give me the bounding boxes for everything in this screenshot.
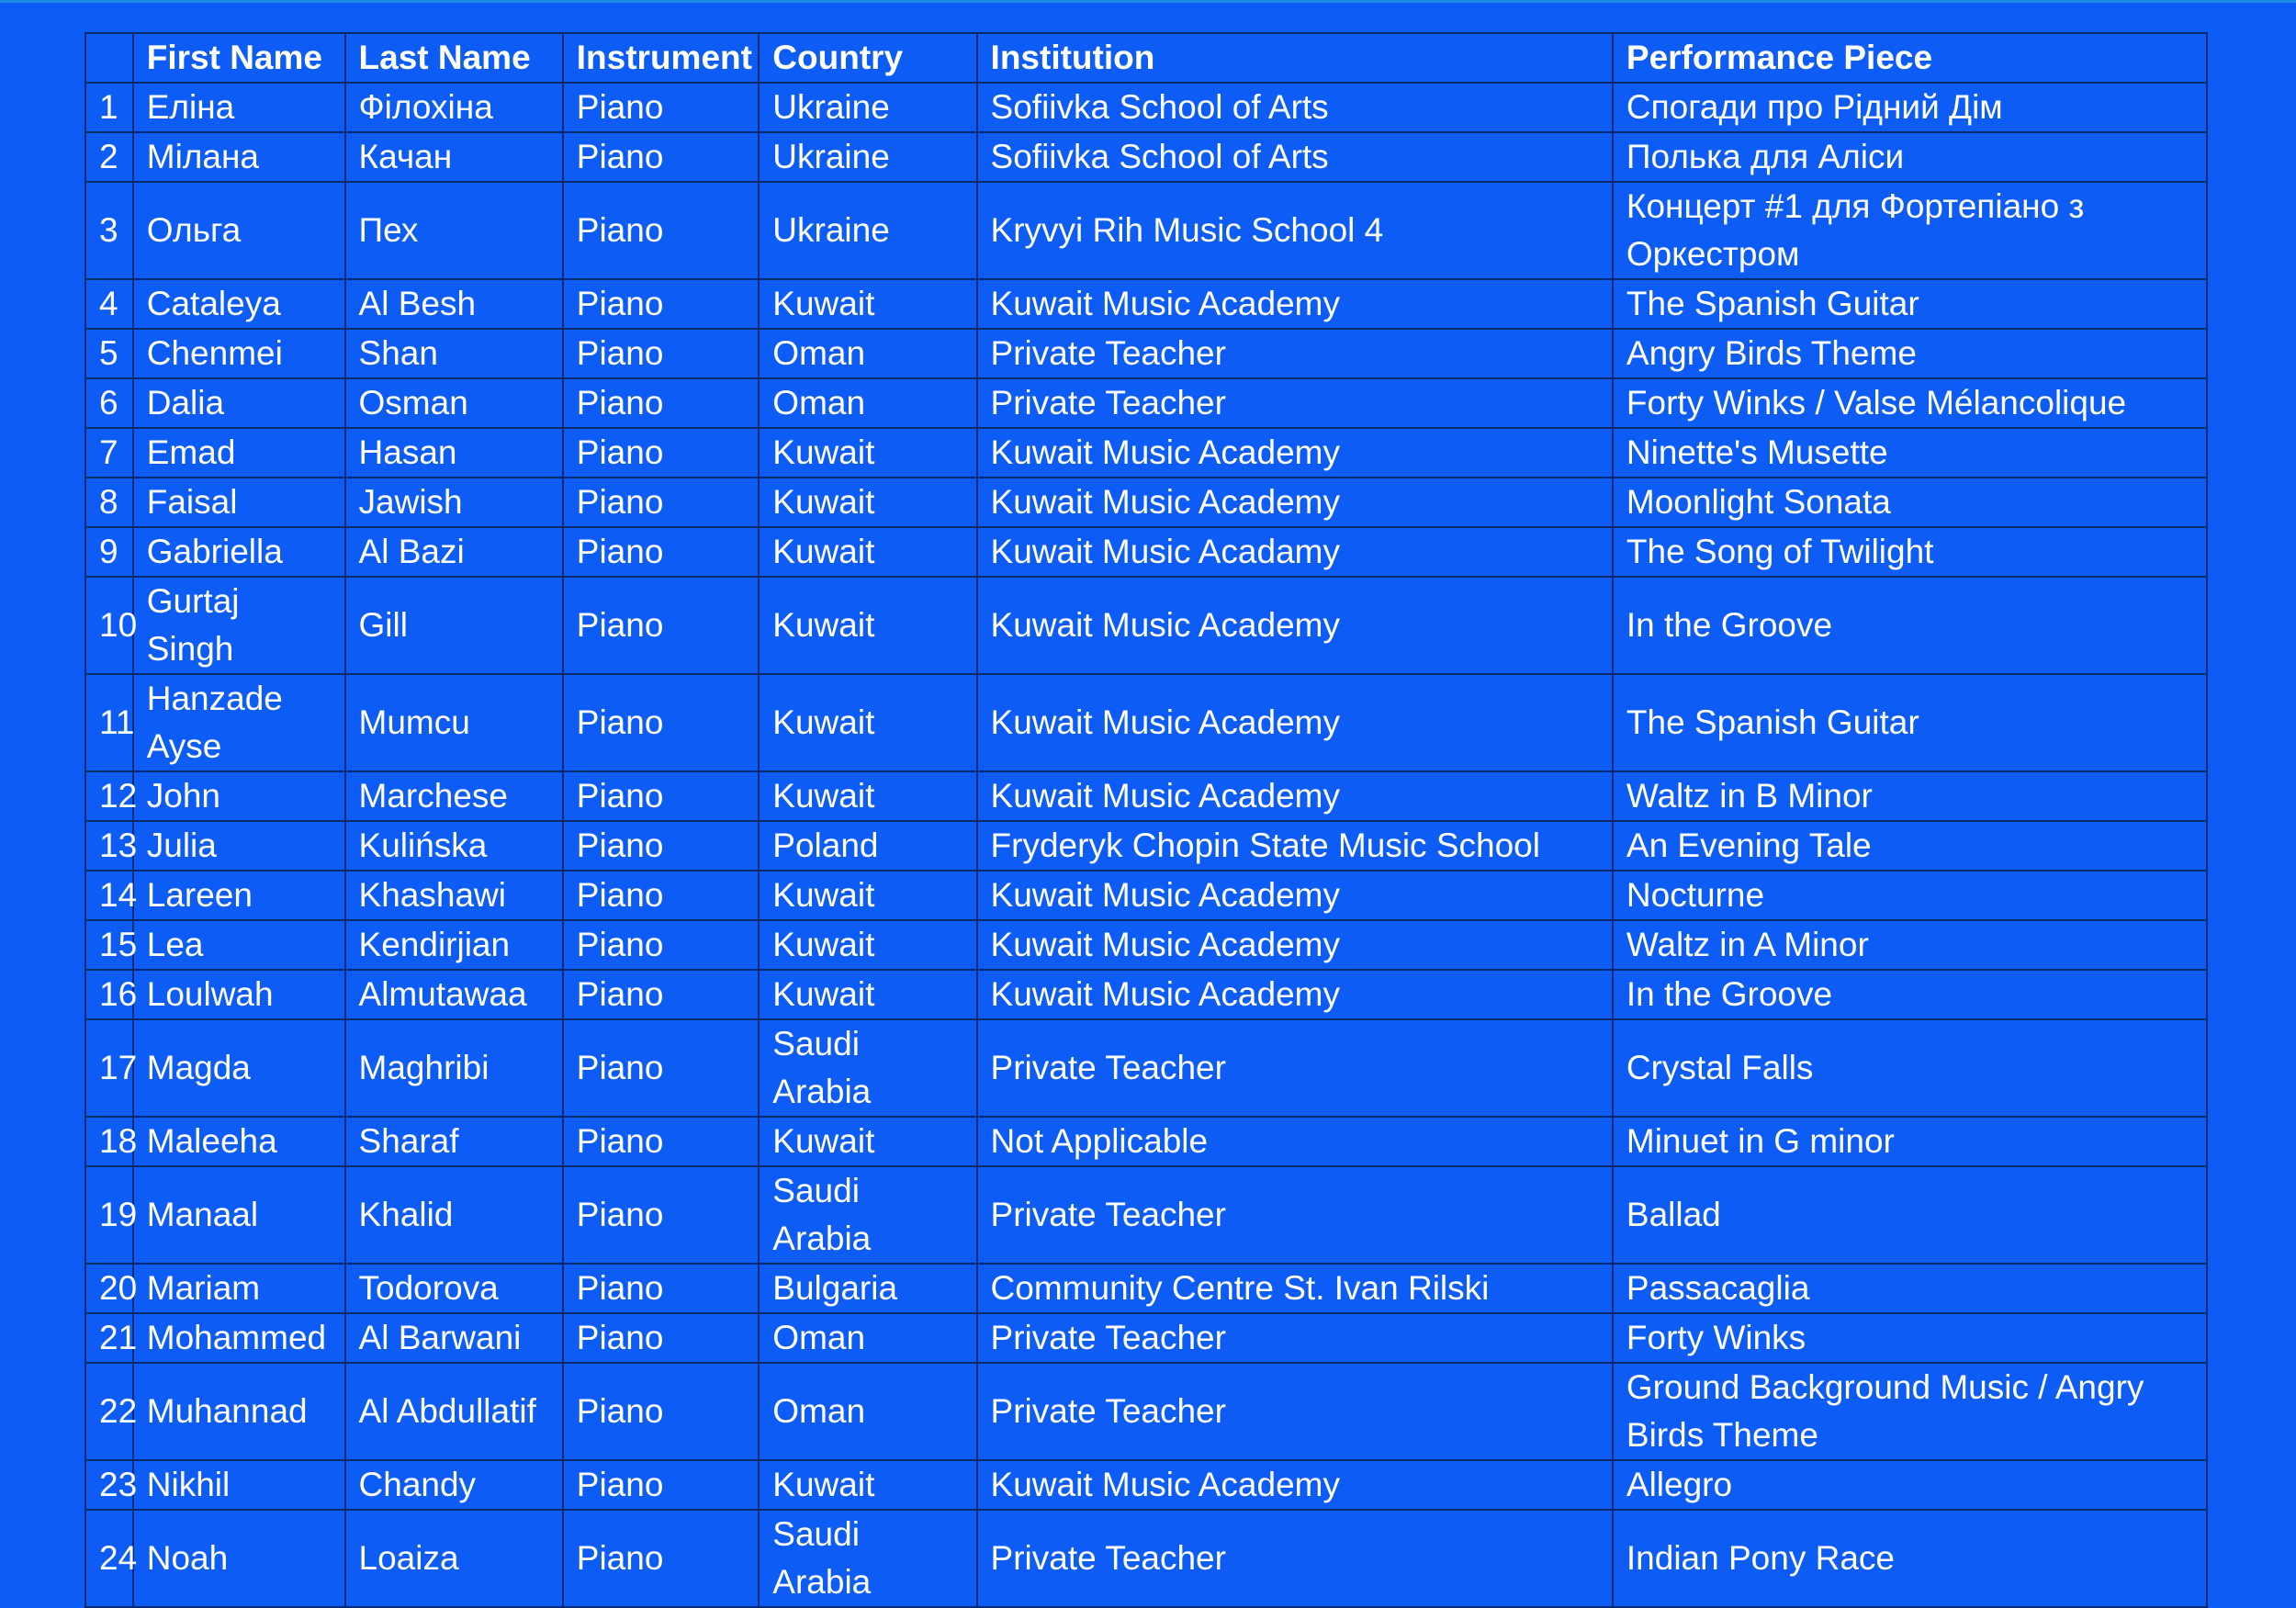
cell-country[interactable]: Kuwait — [759, 577, 976, 674]
cell-first-name[interactable]: Lea — [133, 920, 345, 970]
cell-country[interactable]: Kuwait — [759, 1460, 976, 1510]
cell-institution[interactable]: Private Teacher — [977, 1166, 1613, 1264]
cell-country[interactable]: Oman — [759, 1313, 976, 1363]
table-row — [85, 920, 2207, 970]
cell-number[interactable]: 10 — [85, 577, 133, 674]
cell-country[interactable]: Oman — [759, 329, 976, 378]
cell-institution[interactable]: Kuwait Music Academy — [977, 970, 1613, 1019]
cell-first-name[interactable]: Manaal — [133, 1166, 345, 1264]
cell-last-name[interactable]: Філохіна — [345, 83, 563, 132]
cell-number[interactable]: 20 — [85, 1264, 133, 1313]
table-row — [85, 378, 2207, 428]
cell-performance-piece[interactable]: Ninette's Musette — [1613, 428, 2207, 478]
cell-number[interactable]: 13 — [85, 821, 133, 871]
cell-instrument[interactable]: Piano — [563, 970, 760, 1019]
cell-last-name[interactable]: Al Besh — [345, 279, 563, 329]
cell-country[interactable]: Oman — [759, 1363, 976, 1460]
cell-performance-piece[interactable]: In the Groove — [1613, 577, 2207, 674]
cell-number[interactable]: 9 — [85, 527, 133, 577]
table-row — [85, 1460, 2207, 1510]
cell-first-name[interactable]: Loulwah — [133, 970, 345, 1019]
cell-institution[interactable]: Kuwait Music Acadamy — [977, 527, 1613, 577]
cell-country[interactable]: Poland — [759, 821, 976, 871]
cell-performance-piece[interactable]: Концерт #1 для Фортепіано з Оркестром — [1613, 182, 2207, 279]
cell-first-name[interactable]: Mariam — [133, 1264, 345, 1313]
header-cell-institution[interactable]: Institution — [977, 33, 1613, 83]
cell-performance-piece[interactable]: Waltz in B Minor — [1613, 771, 2207, 821]
cell-number[interactable]: 14 — [85, 871, 133, 920]
cell-instrument[interactable]: Piano — [563, 83, 760, 132]
cell-performance-piece[interactable]: The Spanish Guitar — [1613, 279, 2207, 329]
cell-country[interactable]: Kuwait — [759, 478, 976, 527]
cell-institution[interactable]: Kuwait Music Academy — [977, 1460, 1613, 1510]
cell-institution[interactable]: Kuwait Music Academy — [977, 577, 1613, 674]
cell-instrument[interactable]: Piano — [563, 1313, 760, 1363]
cell-institution[interactable]: Kuwait Music Academy — [977, 771, 1613, 821]
cell-country[interactable]: Kuwait — [759, 527, 976, 577]
cell-instrument[interactable]: Piano — [563, 1166, 760, 1264]
table-row — [85, 182, 2207, 279]
cell-last-name[interactable]: Todorova — [345, 1264, 563, 1313]
cell-performance-piece[interactable]: Indian Pony Race — [1613, 1510, 2207, 1607]
cell-institution[interactable]: Community Centre St. Ivan Rilski — [977, 1264, 1613, 1313]
cell-instrument[interactable]: Piano — [563, 821, 760, 871]
cell-instrument[interactable]: Piano — [563, 771, 760, 821]
cell-last-name[interactable]: Пех — [345, 182, 563, 279]
cell-performance-piece[interactable]: Crystal Falls — [1613, 1019, 2207, 1117]
cell-first-name[interactable]: John — [133, 771, 345, 821]
table-row — [85, 1363, 2207, 1460]
cell-performance-piece[interactable]: An Evening Tale — [1613, 821, 2207, 871]
table-row — [85, 1019, 2207, 1117]
cell-institution[interactable]: Private Teacher — [977, 1313, 1613, 1363]
table-row — [85, 674, 2207, 771]
cell-last-name[interactable]: Osman — [345, 378, 563, 428]
cell-first-name[interactable]: Emad — [133, 428, 345, 478]
cell-last-name[interactable]: Almutawaa — [345, 970, 563, 1019]
cell-number[interactable]: 22 — [85, 1363, 133, 1460]
cell-first-name[interactable]: Nikhil — [133, 1460, 345, 1510]
cell-performance-piece[interactable]: Forty Winks / Valse Mélancolique — [1613, 378, 2207, 428]
cell-performance-piece[interactable]: The Song of Twilight — [1613, 527, 2207, 577]
table-row — [85, 970, 2207, 1019]
cell-performance-piece[interactable]: Forty Winks — [1613, 1313, 2207, 1363]
cell-instrument[interactable]: Piano — [563, 378, 760, 428]
cell-performance-piece[interactable]: Спогади про Рідний Дім — [1613, 83, 2207, 132]
table-row — [85, 1166, 2207, 1264]
cell-instrument[interactable]: Piano — [563, 279, 760, 329]
cell-performance-piece[interactable]: Полька для Аліси — [1613, 132, 2207, 182]
cell-country[interactable]: Ukraine — [759, 132, 976, 182]
cell-first-name[interactable]: Muhannad — [133, 1363, 345, 1460]
table-row — [85, 577, 2207, 674]
cell-institution[interactable]: Private Teacher — [977, 1019, 1613, 1117]
table-row — [85, 478, 2207, 527]
cell-country[interactable]: Kuwait — [759, 279, 976, 329]
table-row — [85, 1264, 2207, 1313]
table-row — [85, 1117, 2207, 1166]
cell-institution[interactable]: Fryderyk Chopin State Music School — [977, 821, 1613, 871]
cell-country[interactable]: Bulgaria — [759, 1264, 976, 1313]
table-row — [85, 428, 2207, 478]
cell-last-name[interactable]: Jawish — [345, 478, 563, 527]
cell-country[interactable]: Ukraine — [759, 182, 976, 279]
cell-country[interactable]: Saudi Arabia — [759, 1510, 976, 1607]
cell-instrument[interactable]: Piano — [563, 674, 760, 771]
cell-number[interactable]: 16 — [85, 970, 133, 1019]
table-row — [85, 771, 2207, 821]
cell-country[interactable]: Ukraine — [759, 83, 976, 132]
cell-performance-piece[interactable]: Nocturne — [1613, 871, 2207, 920]
table-header-row — [85, 33, 2207, 83]
cell-instrument[interactable]: Piano — [563, 329, 760, 378]
cell-institution[interactable]: Private Teacher — [977, 378, 1613, 428]
cell-first-name[interactable]: Lareen — [133, 871, 345, 920]
cell-last-name[interactable]: Kulińska — [345, 821, 563, 871]
cell-last-name[interactable]: Al Abdullatif — [345, 1363, 563, 1460]
cell-last-name[interactable]: Hasan — [345, 428, 563, 478]
table-row — [85, 871, 2207, 920]
cell-first-name[interactable]: Chenmei — [133, 329, 345, 378]
cell-first-name[interactable]: Hanzade Ayse — [133, 674, 345, 771]
cell-institution[interactable]: Kuwait Music Academy — [977, 279, 1613, 329]
cell-number[interactable]: 18 — [85, 1117, 133, 1166]
cell-country[interactable]: Saudi Arabia — [759, 1166, 976, 1264]
cell-number[interactable]: 2 — [85, 132, 133, 182]
cell-last-name[interactable]: Khalid — [345, 1166, 563, 1264]
cell-number[interactable]: 24 — [85, 1510, 133, 1607]
cell-institution[interactable]: Private Teacher — [977, 329, 1613, 378]
cell-institution[interactable]: Kryvyi Rih Music School 4 — [977, 182, 1613, 279]
cell-number[interactable]: 1 — [85, 83, 133, 132]
cell-number[interactable]: 15 — [85, 920, 133, 970]
cell-last-name[interactable]: Khashawi — [345, 871, 563, 920]
cell-number[interactable]: 19 — [85, 1166, 133, 1264]
cell-instrument[interactable]: Piano — [563, 1117, 760, 1166]
cell-number[interactable]: 21 — [85, 1313, 133, 1363]
cell-instrument[interactable]: Piano — [563, 577, 760, 674]
cell-last-name[interactable]: Loaiza — [345, 1510, 563, 1607]
cell-first-name[interactable]: Gurtaj Singh — [133, 577, 345, 674]
header-cell-first-name[interactable]: First Name — [133, 33, 345, 83]
cell-last-name[interactable]: Shan — [345, 329, 563, 378]
cell-performance-piece[interactable]: In the Groove — [1613, 970, 2207, 1019]
cell-number[interactable]: 4 — [85, 279, 133, 329]
cell-number[interactable]: 5 — [85, 329, 133, 378]
table-row — [85, 279, 2207, 329]
cell-instrument[interactable]: Piano — [563, 428, 760, 478]
cell-country[interactable]: Kuwait — [759, 771, 976, 821]
cell-institution[interactable]: Kuwait Music Academy — [977, 674, 1613, 771]
table-row — [85, 83, 2207, 132]
table-row — [85, 821, 2207, 871]
header-cell-country[interactable]: Country — [759, 33, 976, 83]
cell-first-name[interactable]: Magda — [133, 1019, 345, 1117]
participants-table — [84, 32, 2208, 1608]
cell-country[interactable]: Kuwait — [759, 871, 976, 920]
table-row — [85, 132, 2207, 182]
cell-country[interactable]: Kuwait — [759, 970, 976, 1019]
cell-instrument[interactable]: Piano — [563, 1460, 760, 1510]
header-cell-instrument[interactable]: Instrument — [563, 33, 760, 83]
cell-number[interactable]: 3 — [85, 182, 133, 279]
cell-country[interactable]: Oman — [759, 378, 976, 428]
cell-last-name[interactable]: Chandy — [345, 1460, 563, 1510]
cell-performance-piece[interactable]: Moonlight Sonata — [1613, 478, 2207, 527]
cell-instrument[interactable]: Piano — [563, 1363, 760, 1460]
cell-performance-piece[interactable]: Ground Background Music / Angry Birds Theme — [1613, 1363, 2207, 1460]
cell-first-name[interactable]: Maleeha — [133, 1117, 345, 1166]
cell-number[interactable]: 6 — [85, 378, 133, 428]
cell-performance-piece[interactable]: Passacaglia — [1613, 1264, 2207, 1313]
cell-instrument[interactable]: Piano — [563, 182, 760, 279]
cell-instrument[interactable]: Piano — [563, 1264, 760, 1313]
cell-instrument[interactable]: Piano — [563, 527, 760, 577]
cell-performance-piece[interactable]: Waltz in A Minor — [1613, 920, 2207, 970]
cell-first-name[interactable]: Faisal — [133, 478, 345, 527]
cell-institution[interactable]: Private Teacher — [977, 1510, 1613, 1607]
cell-instrument[interactable]: Piano — [563, 920, 760, 970]
cell-institution[interactable]: Not Applicable — [977, 1117, 1613, 1166]
cell-last-name[interactable]: Качан — [345, 132, 563, 182]
cell-number[interactable]: 17 — [85, 1019, 133, 1117]
table-row — [85, 329, 2207, 378]
cell-instrument[interactable]: Piano — [563, 132, 760, 182]
cell-last-name[interactable]: Sharaf — [345, 1117, 563, 1166]
cell-performance-piece[interactable]: The Spanish Guitar — [1613, 674, 2207, 771]
header-cell-last-name[interactable]: Last Name — [345, 33, 563, 83]
cell-first-name[interactable]: Gabriella — [133, 527, 345, 577]
cell-last-name[interactable]: Marchese — [345, 771, 563, 821]
cell-institution[interactable]: Kuwait Music Academy — [977, 920, 1613, 970]
cell-performance-piece[interactable]: Allegro — [1613, 1460, 2207, 1510]
cell-country[interactable]: Kuwait — [759, 920, 976, 970]
cell-institution[interactable]: Kuwait Music Academy — [977, 478, 1613, 527]
cell-institution[interactable]: Sofiivka School of Arts — [977, 83, 1613, 132]
table-row — [85, 1313, 2207, 1363]
cell-institution[interactable]: Kuwait Music Academy — [977, 871, 1613, 920]
cell-country[interactable]: Saudi Arabia — [759, 1019, 976, 1117]
cell-last-name[interactable]: Maghribi — [345, 1019, 563, 1117]
cell-last-name[interactable]: Mumcu — [345, 674, 563, 771]
cell-country[interactable]: Kuwait — [759, 1117, 976, 1166]
cell-number[interactable]: 7 — [85, 428, 133, 478]
cell-institution[interactable]: Private Teacher — [977, 1363, 1613, 1460]
cell-number[interactable]: 8 — [85, 478, 133, 527]
cell-number[interactable]: 11 — [85, 674, 133, 771]
cell-last-name[interactable]: Kendirjian — [345, 920, 563, 970]
cell-performance-piece[interactable]: Angry Birds Theme — [1613, 329, 2207, 378]
cell-last-name[interactable]: Al Bazi — [345, 527, 563, 577]
table-row — [85, 527, 2207, 577]
cell-last-name[interactable]: Al Barwani — [345, 1313, 563, 1363]
cell-instrument[interactable]: Piano — [563, 478, 760, 527]
cell-performance-piece[interactable]: Minuet in G minor — [1613, 1117, 2207, 1166]
cell-number[interactable]: 23 — [85, 1460, 133, 1510]
cell-first-name[interactable]: Мілана — [133, 132, 345, 182]
cell-first-name[interactable]: Еліна — [133, 83, 345, 132]
table-row — [85, 1510, 2207, 1607]
cell-performance-piece[interactable]: Ballad — [1613, 1166, 2207, 1264]
header-cell-performance-piece[interactable]: Performance Piece — [1613, 33, 2207, 83]
cell-number[interactable]: 12 — [85, 771, 133, 821]
cell-instrument[interactable]: Piano — [563, 1019, 760, 1117]
cell-first-name[interactable]: Cataleya — [133, 279, 345, 329]
cell-first-name[interactable]: Mohammed — [133, 1313, 345, 1363]
cell-first-name[interactable]: Julia — [133, 821, 345, 871]
cell-last-name[interactable]: Gill — [345, 577, 563, 674]
cell-first-name[interactable]: Dalia — [133, 378, 345, 428]
cell-country[interactable]: Kuwait — [759, 428, 976, 478]
cell-country[interactable]: Kuwait — [759, 674, 976, 771]
cell-institution[interactable]: Kuwait Music Academy — [977, 428, 1613, 478]
table-body — [85, 83, 2207, 1607]
cell-first-name[interactable]: Noah — [133, 1510, 345, 1607]
cell-first-name[interactable]: Ольга — [133, 182, 345, 279]
cell-instrument[interactable]: Piano — [563, 871, 760, 920]
cell-institution[interactable]: Sofiivka School of Arts — [977, 132, 1613, 182]
top-border-line — [0, 0, 2296, 3]
cell-instrument[interactable]: Piano — [563, 1510, 760, 1607]
header-cell-number[interactable] — [85, 33, 133, 83]
